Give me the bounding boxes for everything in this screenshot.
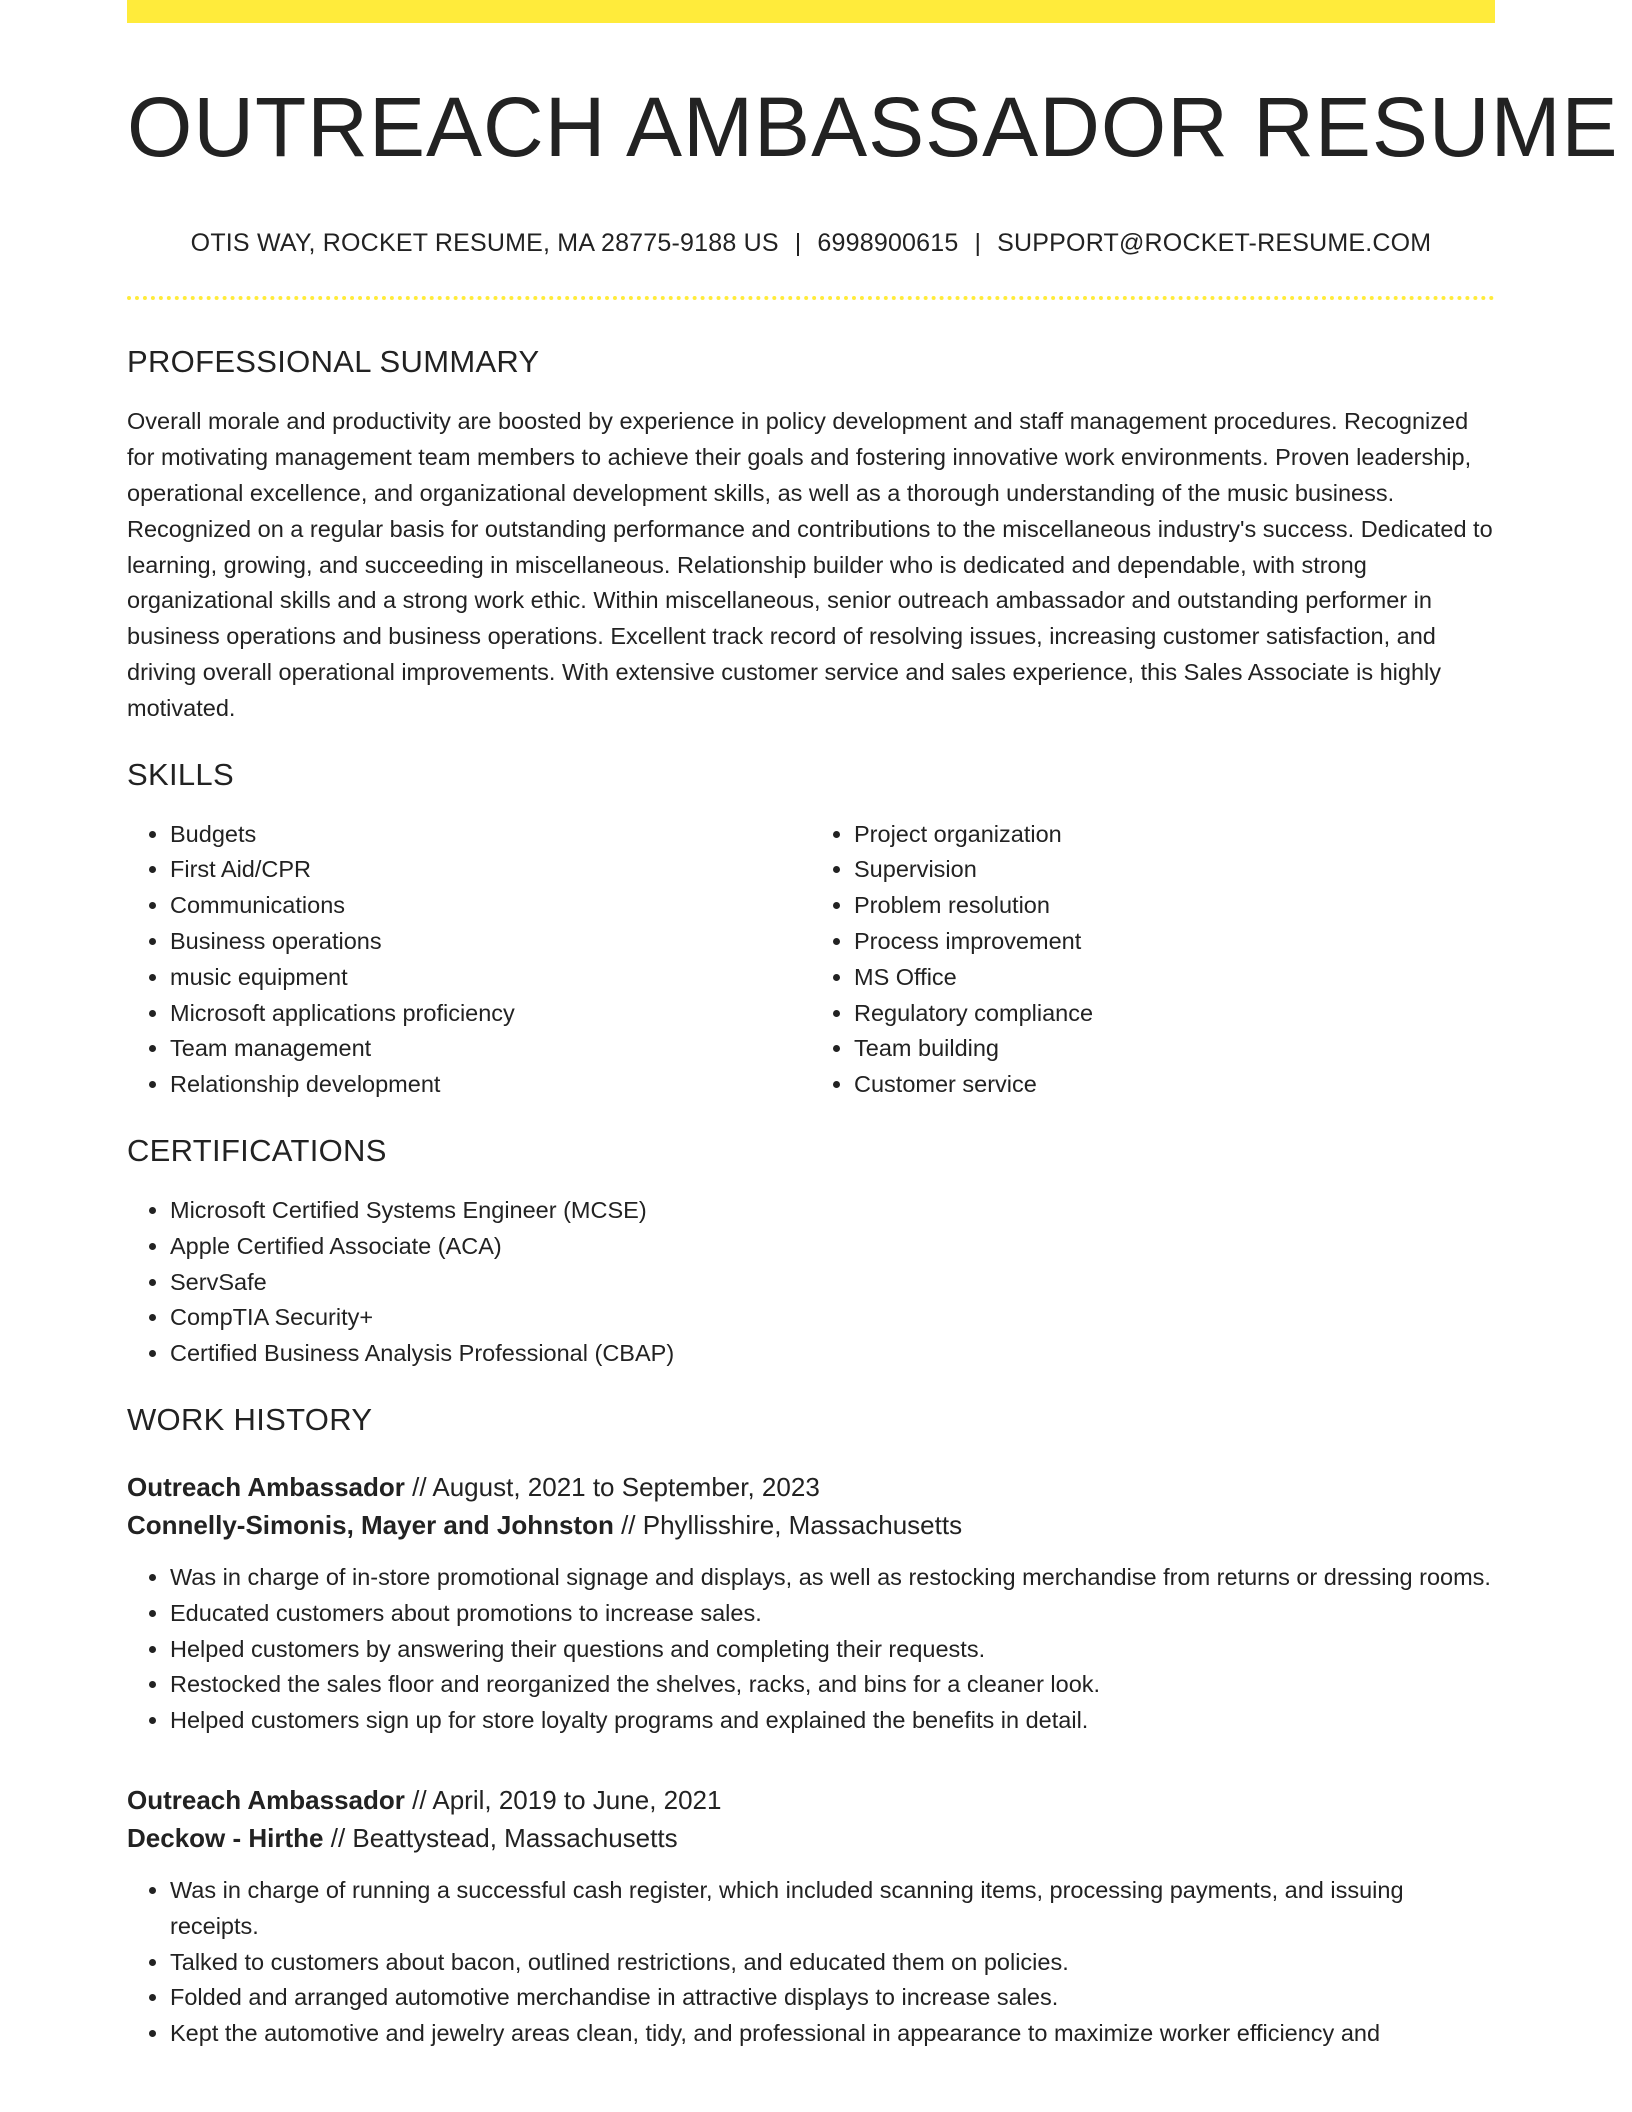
resume-page [127, 0, 1619, 2052]
job-bullets [127, 1560, 1495, 1739]
skill-item: • Problem resolution [854, 888, 1495, 924]
contact-phone: 6998900615 [817, 229, 959, 258]
certification-item: • Certified Business Analysis Professional (CBAP) [170, 1336, 1495, 1372]
job-bullet: • Was in charge of running a successful cash register, which included scanning items, processing payments, and issuing receipts. [170, 1873, 1495, 1945]
job-title-line [127, 1781, 1495, 1819]
contact-line [127, 229, 1495, 258]
job-bullet: • Folded and arranged automotive merchandise in attractive displays to increase sales. [170, 1980, 1495, 2016]
contact-separator: | [974, 229, 982, 258]
job-company-line [127, 1506, 1495, 1544]
skill-item: • MS Office [854, 960, 1495, 996]
job-bullet: • Helped customers by answering their questions and completing their requests. [170, 1632, 1495, 1668]
skill-item: • Communications [170, 888, 811, 924]
resume-title: OUTREACH AMBASSADOR RESUME [127, 80, 1619, 174]
job-bullet: • Educated customers about promotions to increase sales. [170, 1596, 1495, 1632]
job-company: Connelly-Simonis, Mayer and Johnston [127, 1509, 614, 1540]
job-title: Outreach Ambassador [127, 1784, 405, 1815]
skill-item: • Team management [170, 1031, 811, 1067]
certification-item: • CompTIA Security+ [170, 1300, 1495, 1336]
job-bullet: • Was in charge of in-store promotional signage and displays, as well as restocking merchandise from returns or dressing rooms. [170, 1560, 1495, 1596]
contact-address: OTIS WAY, ROCKET RESUME, MA 28775-9188 US [190, 229, 779, 258]
certification-item: • Microsoft Certified Systems Engineer (MCSE) [170, 1193, 1495, 1229]
job-company: Deckow - Hirthe [127, 1822, 324, 1853]
job-bullet: • Kept the automotive and jewelry areas clean, tidy, and professional in appearance to maximize worker efficiency and [170, 2016, 1495, 2052]
certifications-heading: CERTIFICATIONS [127, 1132, 387, 1168]
accent-top-bar [127, 0, 1495, 23]
skills-column-right [811, 817, 1495, 1103]
job-company-line [127, 1819, 1495, 1857]
skill-item: • music equipment [170, 960, 811, 996]
skill-item: • Process improvement [854, 924, 1495, 960]
certification-item: • ServSafe [170, 1265, 1495, 1301]
job-entry [127, 1468, 1495, 1739]
skill-item: • Budgets [170, 817, 811, 853]
skills-list [127, 817, 1495, 1103]
contact-email: SUPPORT@ROCKET-RESUME.COM [997, 229, 1432, 258]
certification-item: • Apple Certified Associate (ACA) [170, 1229, 1495, 1265]
certifications-list [127, 1193, 1495, 1372]
job-bullet: • Restocked the sales floor and reorganized the shelves, racks, and bins for a cleaner look. [170, 1667, 1495, 1703]
job-title: Outreach Ambassador [127, 1471, 405, 1502]
skill-item: • Relationship development [170, 1067, 811, 1103]
work-history-heading: WORK HISTORY [127, 1401, 373, 1437]
job-dates: // April, 2019 to June, 2021 [412, 1784, 722, 1815]
skill-item: • Microsoft applications proficiency [170, 996, 811, 1032]
skill-item: • Supervision [854, 852, 1495, 888]
job-entry [127, 1781, 1495, 2052]
job-location: // Phyllisshire, Massachusetts [621, 1509, 963, 1540]
skill-item: • Project organization [854, 817, 1495, 853]
job-title-line [127, 1468, 1495, 1506]
job-bullet: • Talked to customers about bacon, outlined restrictions, and educated them on policies. [170, 1945, 1495, 1981]
skill-item: • Regulatory compliance [854, 996, 1495, 1032]
skill-item: • Team building [854, 1031, 1495, 1067]
contact-separator: | [794, 229, 802, 258]
job-bullets [127, 1873, 1495, 2052]
skill-item: • First Aid/CPR [170, 852, 811, 888]
dotted-divider [127, 296, 1495, 300]
summary-heading: PROFESSIONAL SUMMARY [127, 344, 540, 380]
skills-heading: SKILLS [127, 756, 234, 792]
job-dates: // August, 2021 to September, 2023 [412, 1471, 820, 1502]
job-location: // Beattystead, Massachusetts [330, 1822, 678, 1853]
job-bullet: • Helped customers sign up for store loyalty programs and explained the benefits in detail. [170, 1703, 1495, 1739]
skill-item: • Business operations [170, 924, 811, 960]
summary-text: Overall morale and productivity are boosted by experience in policy development and staff management procedures. Recognized for motivating management team members to achieve their goals and fostering innovative work environments. Proven leadership, operational excellence, and organizational development skills, as well as a thorough understanding of the music business. Recognized on a regular basis for outstanding performance and contributions to the miscellaneous industry's success. Dedicated to learning, growing, and succeeding in miscellaneous. Relationship builder who is dedicated and dependable, with strong organizational skills and a strong work ethic. Within miscellaneous, senior outreach ambassador and outstanding performer in business operations and business operations. Excellent track record of resolving issues, increasing customer satisfaction, and driving overall operational improvements. With extensive customer service and sales experience, this Sales Associate is highly motivated. [127, 408, 1493, 721]
skills-column-left [127, 817, 811, 1103]
skill-item: • Customer service [854, 1067, 1495, 1103]
